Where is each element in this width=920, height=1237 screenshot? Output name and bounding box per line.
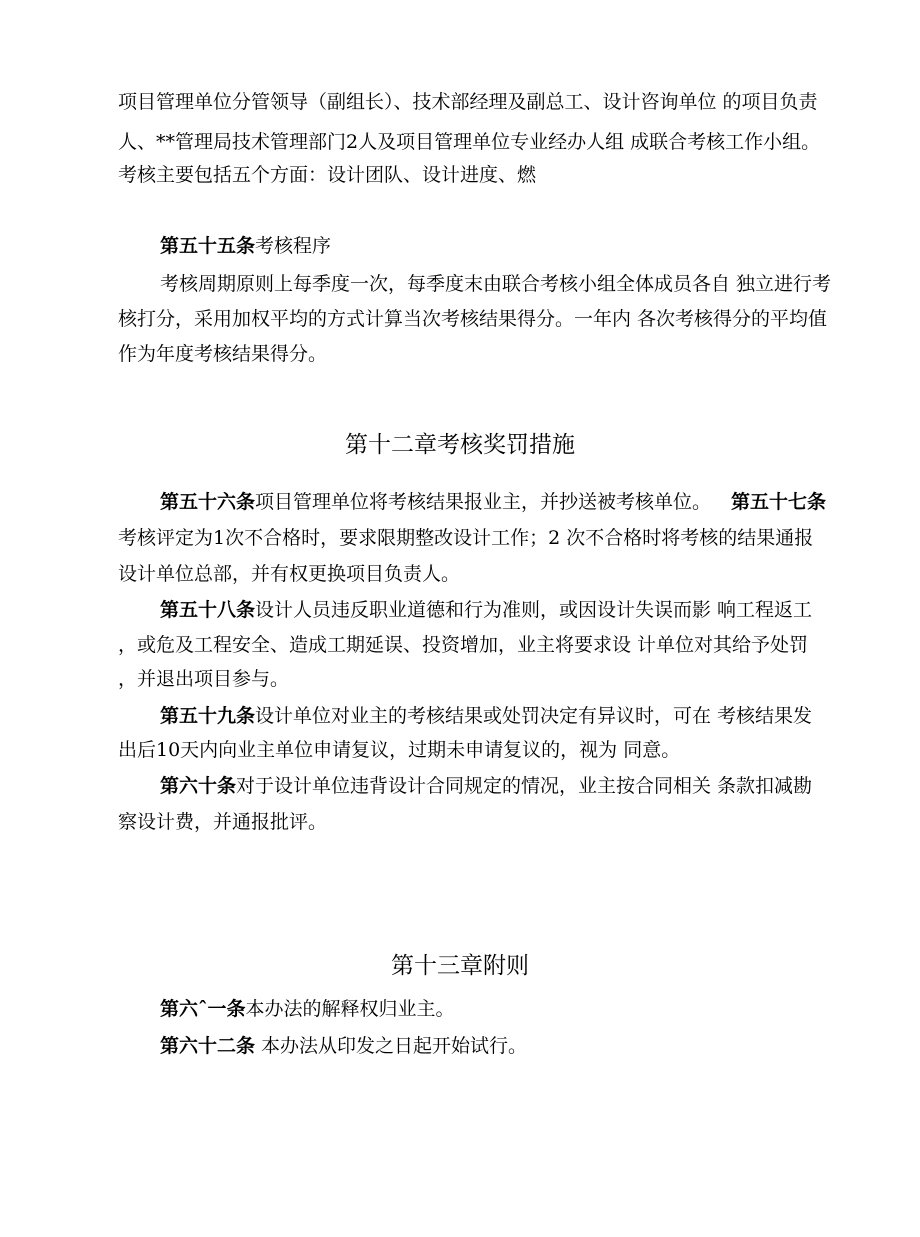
chapter-12-title: 第十二章考核奖罚措施 xyxy=(345,432,575,458)
article-60-label: 第六十条 xyxy=(160,775,237,797)
article-60-line-1 xyxy=(160,770,812,802)
article-56-text: 项目管理单位将考核结果报业主，并抄送被考核单位。 xyxy=(255,491,712,513)
article-61-text: 本办法的解释权归业主。 xyxy=(245,998,455,1020)
article-62-text: 本办法从印发之日起开始试行。 xyxy=(255,1035,528,1057)
article-58-line-2: ，或危及工程安全、造成工期延误、投资增加，业主将要求设 计单位对其给予处罚 xyxy=(118,634,809,656)
article-58-text-1: 设计人员违反职业道德和行为准则，或因设计失误而影 响工程返工 xyxy=(255,599,813,621)
article-58-line-3: ，并退出项目参与。 xyxy=(118,668,290,690)
intro-line-1: 项目管理单位分管领导（副组长）、技术部经理及副总工、设计咨询单位 的项目负责 xyxy=(118,91,818,113)
article-59-line-2: 出后10天内向业主单位申请复议，过期未申请复议的，视为 同意。 xyxy=(118,739,681,761)
article-59-line-1 xyxy=(160,700,812,732)
article-55-line-3: 作为年度考核结果得分。 xyxy=(118,343,328,365)
article-55-label: 第五十五条 xyxy=(160,235,256,257)
article-56-label: 第五十六条 xyxy=(160,491,256,513)
article-61-label: 第六ˆ一条 xyxy=(160,998,246,1020)
article-59-label: 第五十九条 xyxy=(160,705,256,727)
article-58-label: 第五十八条 xyxy=(160,599,256,621)
intro-line-3: 考核主要包括五个方面：设计团队、设计进度、燃 xyxy=(118,164,537,186)
article-60-line-2: 察设计费，并通报批评。 xyxy=(118,811,328,833)
article-62-label: 第六十二条 xyxy=(160,1035,256,1057)
article-58-line-1 xyxy=(160,594,812,626)
article-57-line-1: 考核评定为1次不合格时，要求限期整改设计工作；2 次不合格时将考核的结果通报 xyxy=(118,527,814,549)
article-60-text-1: 对于设计单位违背设计合同规定的情况，业主按合同相关 条款扣减勘 xyxy=(236,775,813,797)
article-62-line xyxy=(160,1030,527,1062)
article-55-line-1: 考核周期原则上每季度一次，每季度末由联合考核小组全体成员各自 独立进行考 xyxy=(160,273,832,295)
article-61-line xyxy=(160,993,455,1025)
article-55-title: 考核程序 xyxy=(255,235,332,257)
intro-line-2: 人、**管理局技术管理部门2人及项目管理单位专业经办人组 成联合考核工作小组。 xyxy=(118,131,821,153)
article-57-line-2: 设计单位总部，并有权更换项目负责人。 xyxy=(118,563,461,585)
article-59-text-1: 设计单位对业主的考核结果或处罚决定有异议时，可在 考核结果发 xyxy=(255,705,813,727)
article-55-heading xyxy=(160,230,331,262)
chapter-13-title: 第十三章附则 xyxy=(391,953,529,979)
article-57-label: 第五十七条 xyxy=(731,491,827,513)
article-56-line xyxy=(160,486,826,518)
article-55-line-2: 核打分，采用加权平均的方式计算当次考核结果得分。一年内 各次考核得分的平均值 xyxy=(118,308,828,330)
